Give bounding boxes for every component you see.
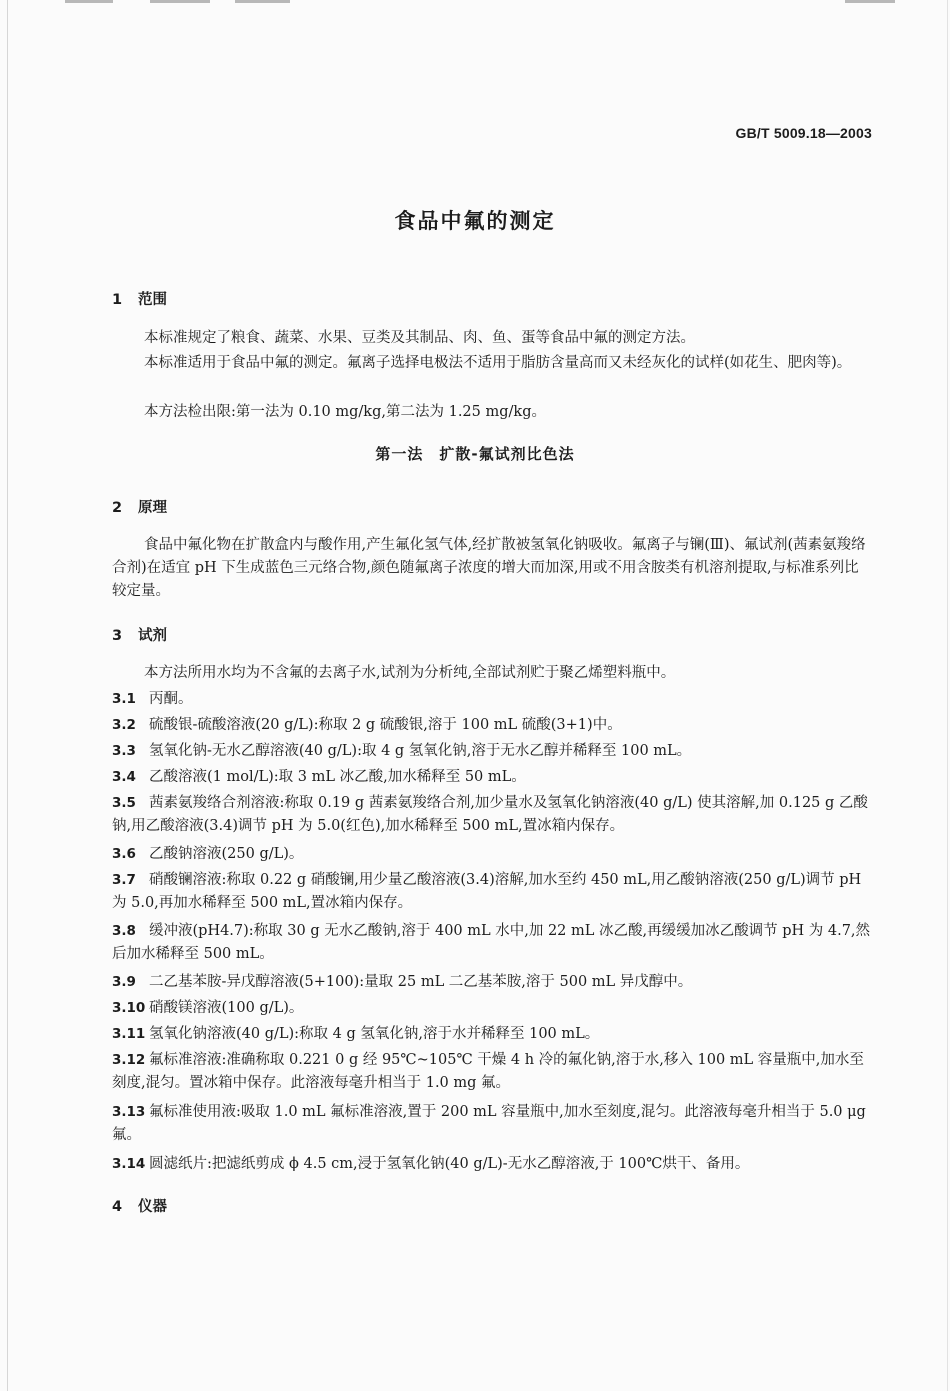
- item-number: 3.2: [112, 717, 136, 733]
- scan-top-mark: [150, 0, 210, 3]
- item-number: 3.6: [112, 846, 136, 862]
- list-item: [112, 997, 872, 1020]
- standard-code: GB/T 5009.18—2003: [735, 125, 872, 141]
- list-item: [112, 714, 872, 737]
- item-number: 3.14: [112, 1156, 146, 1172]
- item-number: 3.10: [112, 1000, 146, 1016]
- item-text: 二乙基苯胺-异戊醇溶液(5+100):量取 25 mL 二乙基苯胺,溶于 500 mL 异戊醇中。: [149, 974, 693, 990]
- item-text: 茜素氨羧络合剂溶液:称取 0.19 g 茜素氨羧络合剂,加少量水及氢氧化钠溶液(40 g/L) 使其溶解,加 0.125 g 乙酸钠,用乙酸溶液(3.4)调节 pH 为 5.0(红色),加水稀释至 500 mL,置冰箱内保存。: [112, 795, 868, 834]
- list-item: [112, 1153, 872, 1176]
- item-text: 乙酸钠溶液(250 g/L)。: [149, 846, 304, 862]
- paragraph: 本标准适用于食品中氟的测定。氟离子选择电极法不适用于脂肪含量高而又未经灰化的试样(如花生、肥肉等)。: [144, 355, 852, 371]
- list-item: [112, 843, 872, 866]
- list-item: [112, 1101, 872, 1147]
- item-number: 3.9: [112, 974, 136, 990]
- item-text: 圆滤纸片:把滤纸剪成 ϕ 4.5 cm,浸于氢氧化钠(40 g/L)-无水乙醇溶液,于 100℃烘干、备用。: [149, 1156, 750, 1172]
- paragraph: 本方法检出限:第一法为 0.10 mg/kg,第二法为 1.25 mg/kg。: [144, 404, 546, 420]
- item-text: 氢氧化钠溶液(40 g/L):称取 4 g 氢氧化钠,溶于水并稀释至 100 mL。: [149, 1026, 600, 1042]
- item-text: 氟标准溶液:准确称取 0.221 0 g 经 95℃~105℃ 干燥 4 h 冷的氟化钠,溶于水,移入 100 mL 容量瓶中,加水至刻度,混匀。置冰箱中保存。此溶液每毫升相当于 1.0 mg 氟。: [112, 1052, 864, 1091]
- item-text: 氟标准使用液:吸取 1.0 mL 氟标准溶液,置于 200 mL 容量瓶中,加水至刻度,混匀。此溶液每毫升相当于 5.0 μg 氟。: [112, 1104, 866, 1143]
- section-heading: [112, 496, 167, 517]
- list-item: [112, 1023, 872, 1046]
- item-text: 缓冲液(pH4.7):称取 30 g 无水乙酸钠,溶于 400 mL 水中,加 22 mL 冰乙酸,再缓缓加冰乙酸调节 pH 为 4.7,然后加水稀释至 500 mL。: [112, 923, 871, 962]
- item-text: 硫酸银-硫酸溶液(20 g/L):称取 2 g 硫酸银,溶于 100 mL 硫酸(3+1)中。: [149, 717, 622, 733]
- section-number: 1: [112, 292, 123, 308]
- item-number: 3.3: [112, 743, 136, 759]
- scan-top-mark: [235, 0, 290, 3]
- item-number: 3.11: [112, 1026, 146, 1042]
- list-item: [112, 869, 872, 915]
- list-item: [112, 971, 872, 994]
- section-heading: [112, 624, 167, 645]
- item-text: 硝酸镁溶液(100 g/L)。: [149, 1000, 304, 1016]
- item-text: 乙酸溶液(1 mol/L):取 3 mL 冰乙酸,加水稀释至 50 mL。: [149, 769, 526, 785]
- item-number: 3.13: [112, 1104, 146, 1120]
- method-title: 第一法 扩散-氟试剂比色法: [375, 445, 575, 463]
- item-text: 硝酸镧溶液:称取 0.22 g 硝酸镧,用少量乙酸溶液(3.4)溶解,加水至约 450 mL,用乙酸钠溶液(250 g/L)调节 pH 为 5.0,再加水稀释至 500 mL,置冰箱内保存。: [112, 872, 862, 911]
- item-number: 3.5: [112, 795, 136, 811]
- item-text: 丙酮。: [149, 691, 193, 707]
- item-number: 3.12: [112, 1052, 146, 1068]
- item-number: 3.1: [112, 691, 136, 707]
- section-title: 试剂: [138, 628, 167, 644]
- scan-top-mark: [65, 0, 113, 3]
- section-title: 范围: [138, 292, 167, 308]
- section-title: 原理: [138, 500, 167, 516]
- section-heading: [112, 288, 167, 309]
- list-item: [112, 920, 872, 966]
- list-item: [112, 688, 872, 711]
- item-number: 3.4: [112, 769, 136, 785]
- scan-top-mark: [845, 0, 895, 3]
- list-item: [112, 766, 872, 789]
- section-number: 3: [112, 628, 123, 644]
- list-item: [112, 792, 872, 838]
- section-title: 仪器: [138, 1199, 167, 1215]
- list-item: [112, 1049, 872, 1095]
- section-heading: [112, 1195, 167, 1216]
- section-number: 2: [112, 500, 123, 516]
- section-number: 4: [112, 1199, 123, 1215]
- paragraph: 食品中氟化物在扩散盒内与酸作用,产生氟化氢气体,经扩散被氢氧化钠吸收。氟离子与镧(Ⅲ)、氟试剂(茜素氨羧络合剂)在适宜 pH 下生成蓝色三元络合物,颜色随氟离子浓度的增大而加深,用或不用含胺类有机溶剂提取,与标准系列比较定量。: [112, 537, 866, 599]
- item-number: 3.8: [112, 923, 136, 939]
- item-text: 氢氧化钠-无水乙醇溶液(40 g/L):取 4 g 氢氧化钠,溶于无水乙醇并稀释至 100 mL。: [149, 743, 692, 759]
- document-title: 食品中氟的测定: [394, 209, 556, 233]
- paragraph: 本标准规定了粮食、蔬菜、水果、豆类及其制品、肉、鱼、蛋等食品中氟的测定方法。: [144, 330, 695, 346]
- list-item: [112, 740, 872, 763]
- item-number: 3.7: [112, 872, 136, 888]
- paragraph: 本方法所用水均为不含氟的去离子水,试剂为分析纯,全部试剂贮于聚乙烯塑料瓶中。: [144, 665, 676, 681]
